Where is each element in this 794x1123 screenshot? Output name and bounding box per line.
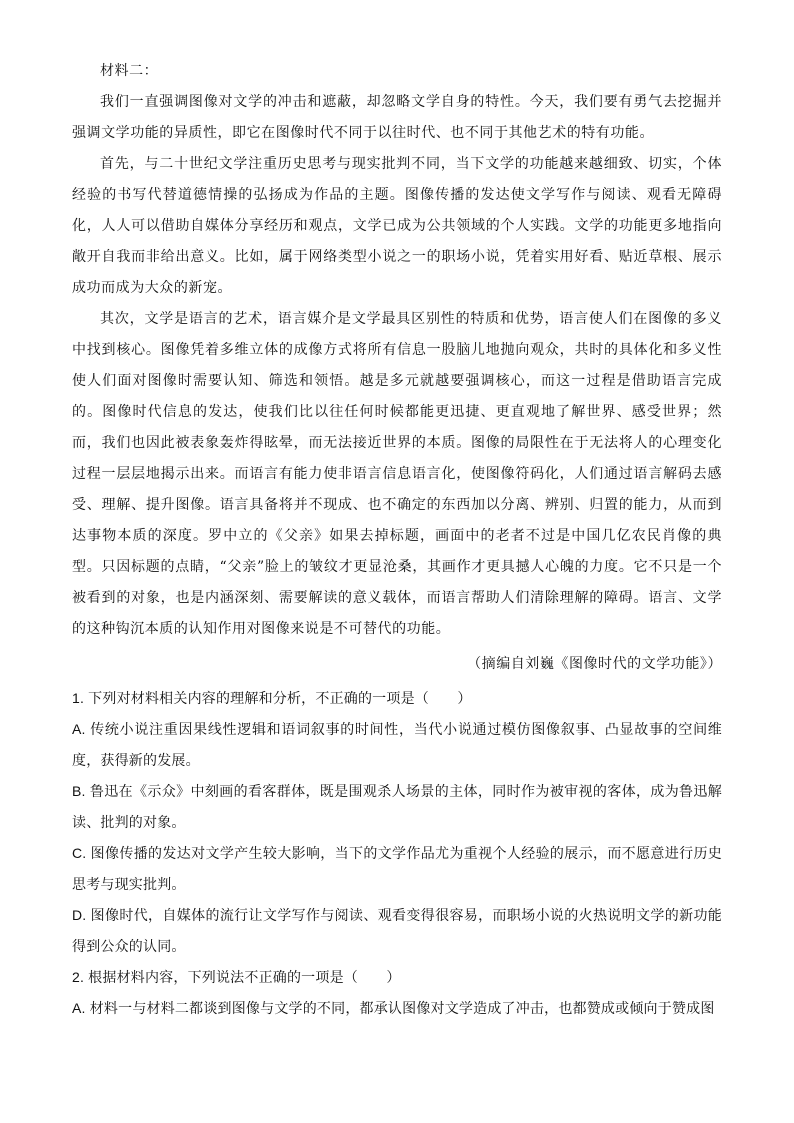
answer-option-c[interactable]: C. 图像传播的发达对文学产生较大影响，当下的文学作品尤为重视个人经验的展示，而不愿意进行历史思考与现实批判。 bbox=[72, 845, 722, 892]
material-paragraph: 其次，文学是语言的艺术，语言媒介是文学最具区别性的特质和优势，语言使人们在图像的多义中找到核心。图像凭着多维立体的成像方式将所有信息一股脑儿地抛向观众，共时的具体化和多义性使人们面对图像时需要认知、筛选和领悟。越是多元就越要强调核心，而这一过程是借助语言完成的。图像时代信息的发达，使我们比以往任何时候都能更迅捷、更直观地了解世界、感受世界；然而，我们也因此被表象轰炸得眩晕，而无法接近世界的本质。图像的局限性在于无法将人的心理变化过程一层层地揭示出来。而语言有能力使非语言信息语言化，使图像符码化，人们通过语言解码去感受、理解、提升图像。语言具备将并不现成、也不确定的东西加以分离、辨别、归置的能力，从而到达事物本质的深度。罗中立的《父亲》如果去掉标题，画面中的老者不过是中国几亿农民肖像的典型。只因标题的点睛，“父亲”脸上的皱纹才更显沧桑，其画作才更具撼人心魄的力度。它不只是一个被看到的对象，也是内涵深刻、需要解读的意义载体，而语言帮助人们清除理解的障碍。语言、文学的这种钩沉本质的认知作用对图像来说是不可替代的功能。 bbox=[72, 311, 722, 637]
source-citation: （摘编自刘巍《图像时代的文学功能》） bbox=[467, 656, 722, 672]
answer-option-a[interactable]: A. 传统小说注重因果线性逻辑和语词叙事的时间性，当代小说通过模仿图像叙事、凸显故事的空间维度，获得新的发展。 bbox=[72, 721, 722, 768]
answer-option-d[interactable]: D. 图像时代，自媒体的流行让文学写作与阅读、观看变得很容易，而职场小说的火热说明文学的新功能得到公众的认同。 bbox=[72, 907, 722, 954]
questions-section bbox=[72, 683, 722, 1024]
material-two-section bbox=[72, 56, 722, 683]
document-page bbox=[72, 56, 722, 1024]
material-heading: 材料二： bbox=[100, 63, 159, 79]
question-stem: 2. 根据材料内容，下列说法不正确的一项是（ ） bbox=[72, 969, 401, 985]
question-stem: 1. 下列对材料相关内容的理解和分析，不正确的一项是（ ） bbox=[72, 690, 472, 706]
material-paragraph: 首先，与二十世纪文学注重历史思考与现实批判不同，当下文学的功能越来越细致、切实，个体经验的书写代替道德情操的弘扬成为作品的主题。图像传播的发达使文学写作与阅读、观看无障碍化，人人可以借助自媒体分享经历和观点，文学已成为公共领域的个人实践。文学的功能更多地指向敞开自我而非给出意义。比如，属于网络类型小说之一的职场小说，凭着实用好看、贴近草根、展示成功而成为大众的新宠。 bbox=[72, 156, 722, 296]
answer-option-b[interactable]: B. 鲁迅在《示众》中刻画的看客群体，既是围观杀人场景的主体，同时作为被审视的客体，成为鲁迅解读、批判的对象。 bbox=[72, 783, 722, 830]
material-paragraph: 我们一直强调图像对文学的冲击和遮蔽，却忽略文学自身的特性。今天，我们要有勇气去挖掘并强调文学功能的异质性，即它在图像时代不同于以往时代、也不同于其他艺术的特有功能。 bbox=[72, 94, 722, 141]
answer-option-a[interactable]: A. 材料一与材料二都谈到图像与文学的不同，都承认图像对文学造成了冲击，也都赞成或倾向于赞成图 bbox=[72, 1000, 715, 1016]
question-block bbox=[72, 683, 722, 962]
question-block bbox=[72, 962, 722, 1024]
